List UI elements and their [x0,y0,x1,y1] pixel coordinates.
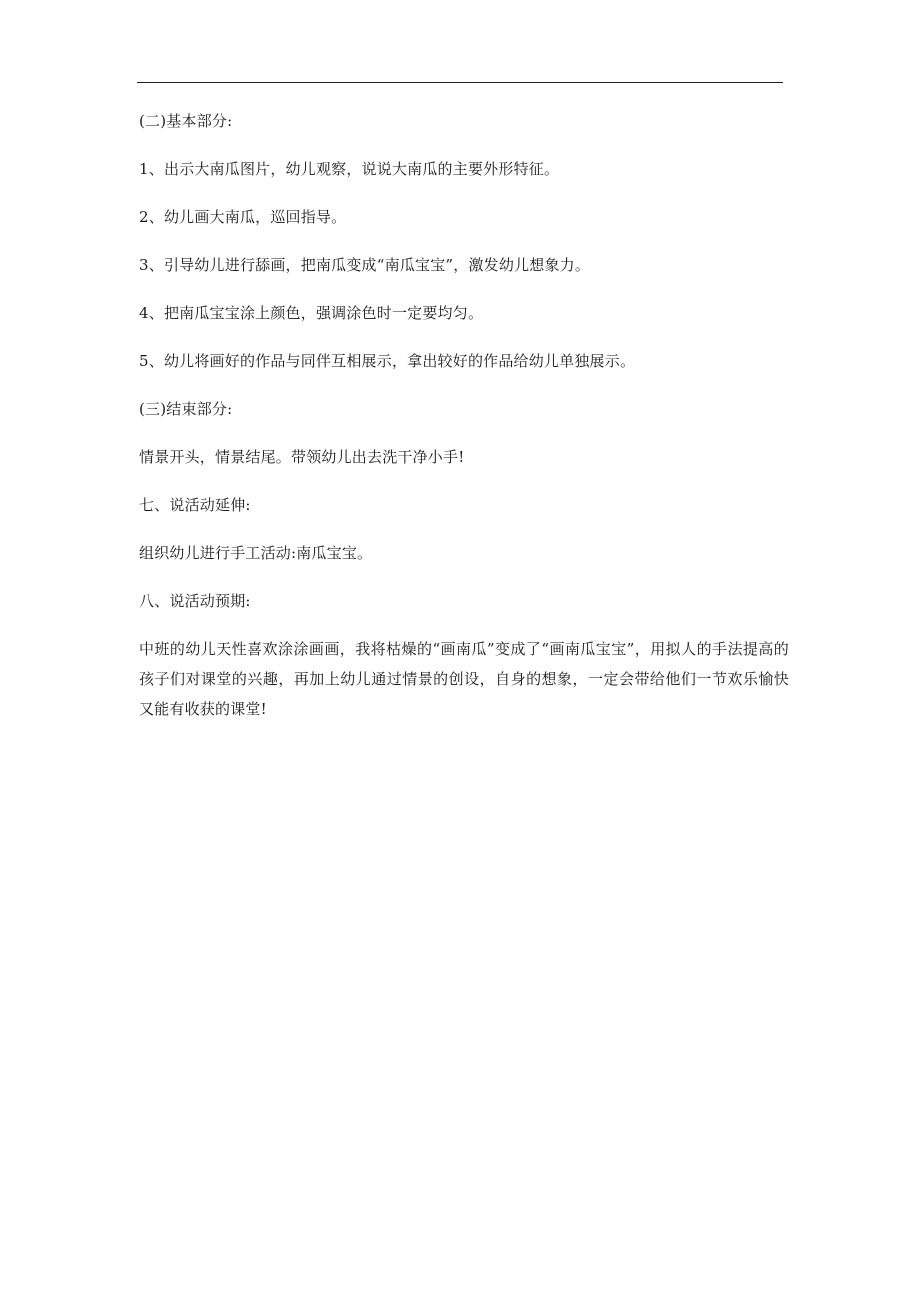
paragraph-step-2: 2、幼儿画大南瓜，巡回指导。 [139,208,347,226]
section-heading-ending: (三)结束部分: [139,400,233,418]
header-rule [137,82,783,83]
section-heading-extension: 七、说活动延伸: [139,496,251,514]
section-heading-basic: (二)基本部分: [139,112,233,130]
paragraph-step-3: 3、引导幼儿进行舔画，把南瓜变成“南瓜宝宝”，激发幼儿想象力。 [139,256,591,274]
paragraph-expectation: 中班的幼儿天性喜欢涂涂画画，我将枯燥的“画南瓜”变成了“画南瓜宝宝”，用拟人的手法提高的孩子们对课堂的兴趣，再加上幼儿通过情景的创设，自身的想象，一定会带给他们一节欢乐愉快又能有收获的课堂! [139,640,789,718]
section-heading-expectation: 八、说活动预期: [139,592,251,610]
paragraph-extension: 组织幼儿进行手工活动:南瓜宝宝。 [139,544,373,562]
paragraph-ending: 情景开头，情景结尾。带领幼儿出去洗干净小手! [139,448,465,466]
paragraph-step-5: 5、幼儿将画好的作品与同伴互相展示，拿出较好的作品给幼儿单独展示。 [139,352,636,370]
document-body [139,110,789,724]
paragraph-step-4: 4、把南瓜宝宝涂上颜色，强调涂色时一定要均匀。 [139,304,484,322]
paragraph-step-1: 1、出示大南瓜图片，幼儿观察，说说大南瓜的主要外形特征。 [139,160,560,178]
